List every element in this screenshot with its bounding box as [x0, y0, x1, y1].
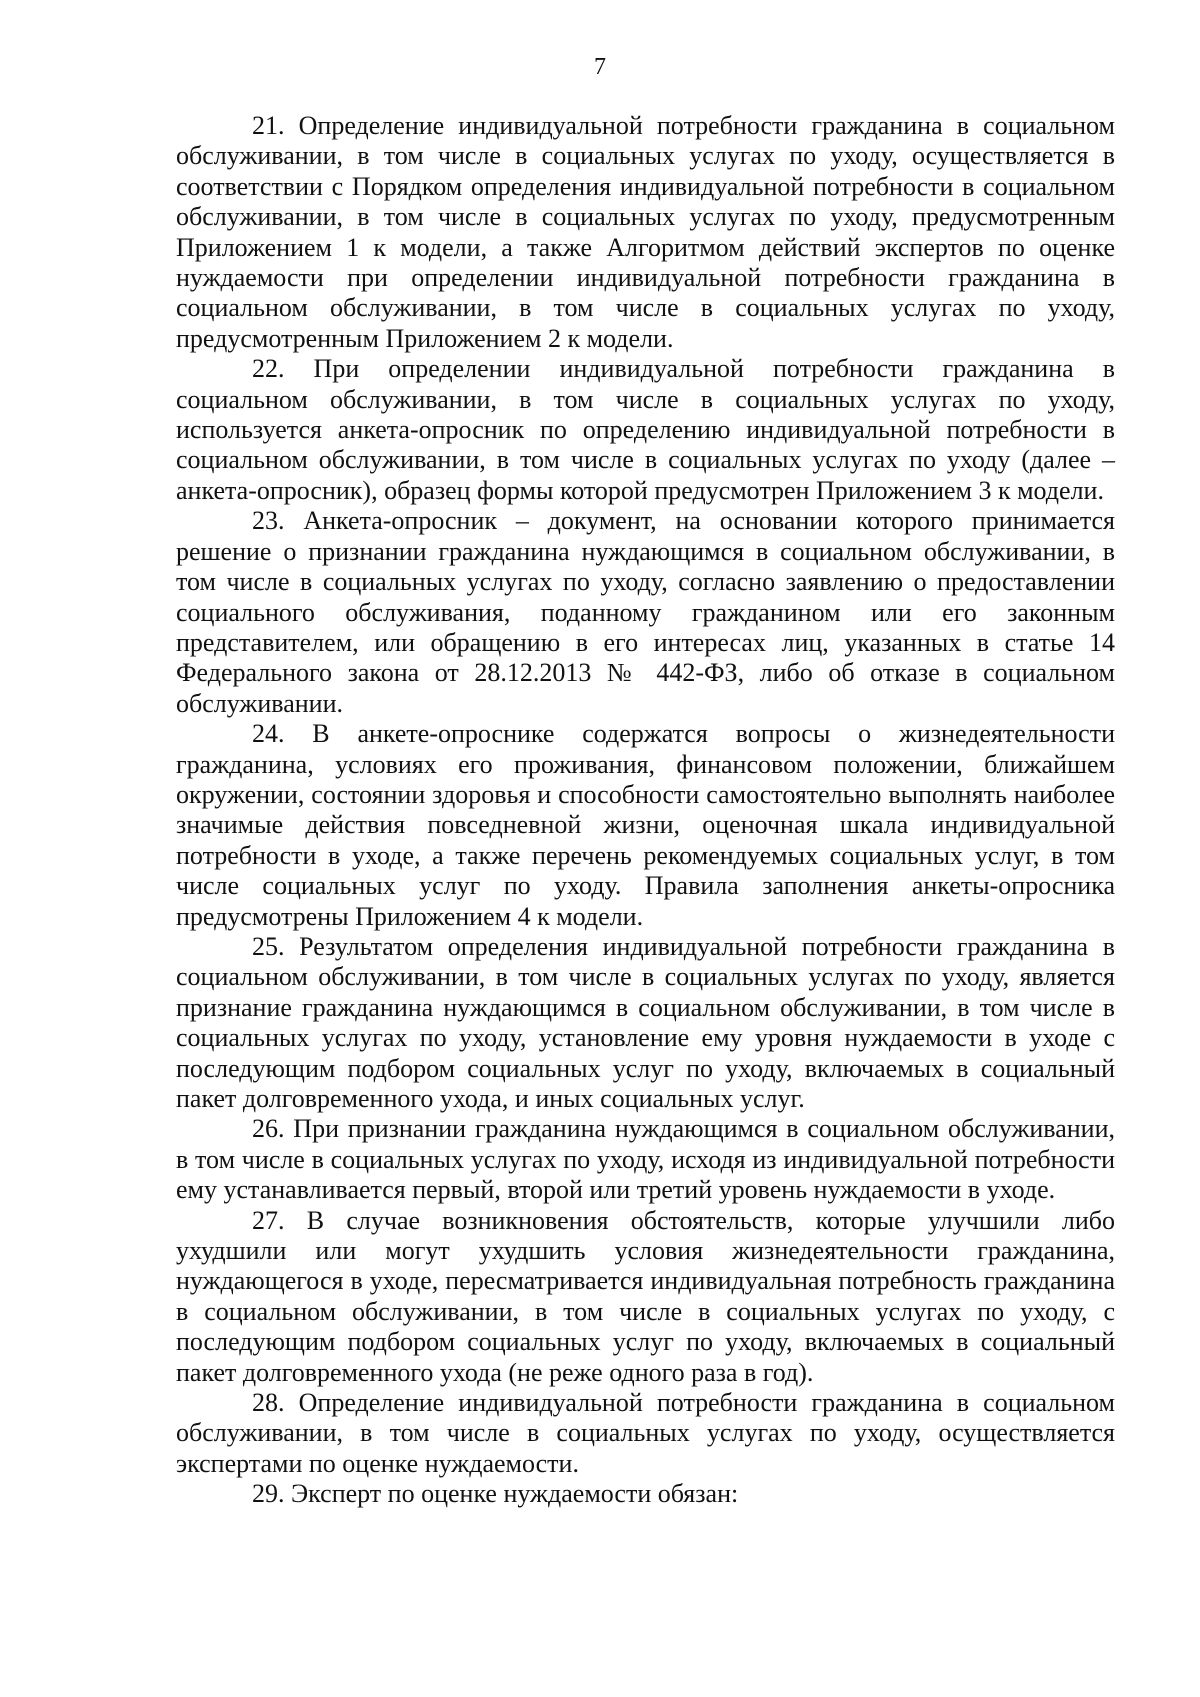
- paragraph-24: 24. В анкете-опроснике содержатся вопросы о жизнедеятельности гражданина, условиях его проживания, финансовом положении, ближайшем окружении, состоянии здоровья и способности самостоятельно выполнять наиболее значимые действия повседневной жизни, оценочная шкала индивидуальной потребности в уходе, а также перечень рекомендуемых социальных услуг, в том числе социальных услуг по уходу. Правила заполнения анкеты-опросника предусмотрены Приложением 4 к модели.: [176, 719, 1115, 931]
- paragraph-26: 26. При признании гражданина нуждающимся в социальном обслуживании, в том числе в социальных услугах по уходу, исходя из индивидуальной потребности ему устанавливается первый, второй или третий уровень нуждаемости в уходе.: [176, 1114, 1115, 1205]
- paragraph-22: 22. При определении индивидуальной потребности гражданина в социальном обслуживании, в том числе в социальных услугах по уходу, используется анкета-опросник по определению индивидуальной потребности в социальном обслуживании, в том числе в социальных услугах по уходу (далее – анкета-опросник), образец формы которой предусмотрен Приложением 3 к модели.: [176, 354, 1115, 505]
- paragraph-27: 27. В случае возникновения обстоятельств, которые улучшили либо ухудшили или могут ухудшить условия жизнедеятельности гражданина, нуждающегося в уходе, пересматривается индивидуальная потребность гражданина в социальном обслуживании, в том числе в социальных услугах по уходу, с последующим подбором социальных услуг по уходу, включаемых в социальный пакет долговременного ухода (не реже одного раза в год).: [176, 1205, 1115, 1387]
- page-number: 7: [594, 54, 606, 80]
- paragraph-21: 21. Определение индивидуальной потребности гражданина в социальном обслуживании, в том числе в социальных услугах по уходу, осуществляется в соответствии с Порядком определения индивидуальной потребности в социальном обслуживании, в том числе в социальных услугах по уходу, предусмотренным Приложением 1 к модели, а также Алгоритмом действий экспертов по оценке нуждаемости при определении индивидуальной потребности гражданина в социальном обслуживании, в том числе в социальных услугах по уходу, предусмотренным Приложением 2 к модели.: [176, 111, 1115, 353]
- paragraph-23: 23. Анкета-опросник – документ, на основании которого принимается решение о признании гражданина нуждающимся в социальном обслуживании, в том числе в социальных услугах по уходу, согласно заявлению о предоставлении социального обслуживания, поданному гражданином или его законным представителем, или обращению в его интересах лиц, указанных в статье 14 Федерального закона от 28.12.2013 № 442-ФЗ, либо об отказе в социальном обслуживании.: [176, 506, 1115, 718]
- paragraph-29: 29. Эксперт по оценке нуждаемости обязан:: [252, 1479, 739, 1509]
- paragraph-28: 28. Определение индивидуальной потребности гражданина в социальном обслуживании, в том числе в социальных услугах по уходу, осуществляется экспертами по оценке нуждаемости.: [176, 1388, 1115, 1478]
- document-body: [176, 111, 1115, 1510]
- paragraph-25: 25. Результатом определения индивидуальной потребности гражданина в социальном обслуживании, в том числе в социальных услугах по уходу, является признание гражданина нуждающимся в социальном обслуживании, в том числе в социальных услугах по уходу, установление ему уровня нуждаемости в уходе с последующим подбором социальных услуг по уходу, включаемых в социальный пакет долговременного ухода, и иных социальных услуг.: [176, 931, 1115, 1113]
